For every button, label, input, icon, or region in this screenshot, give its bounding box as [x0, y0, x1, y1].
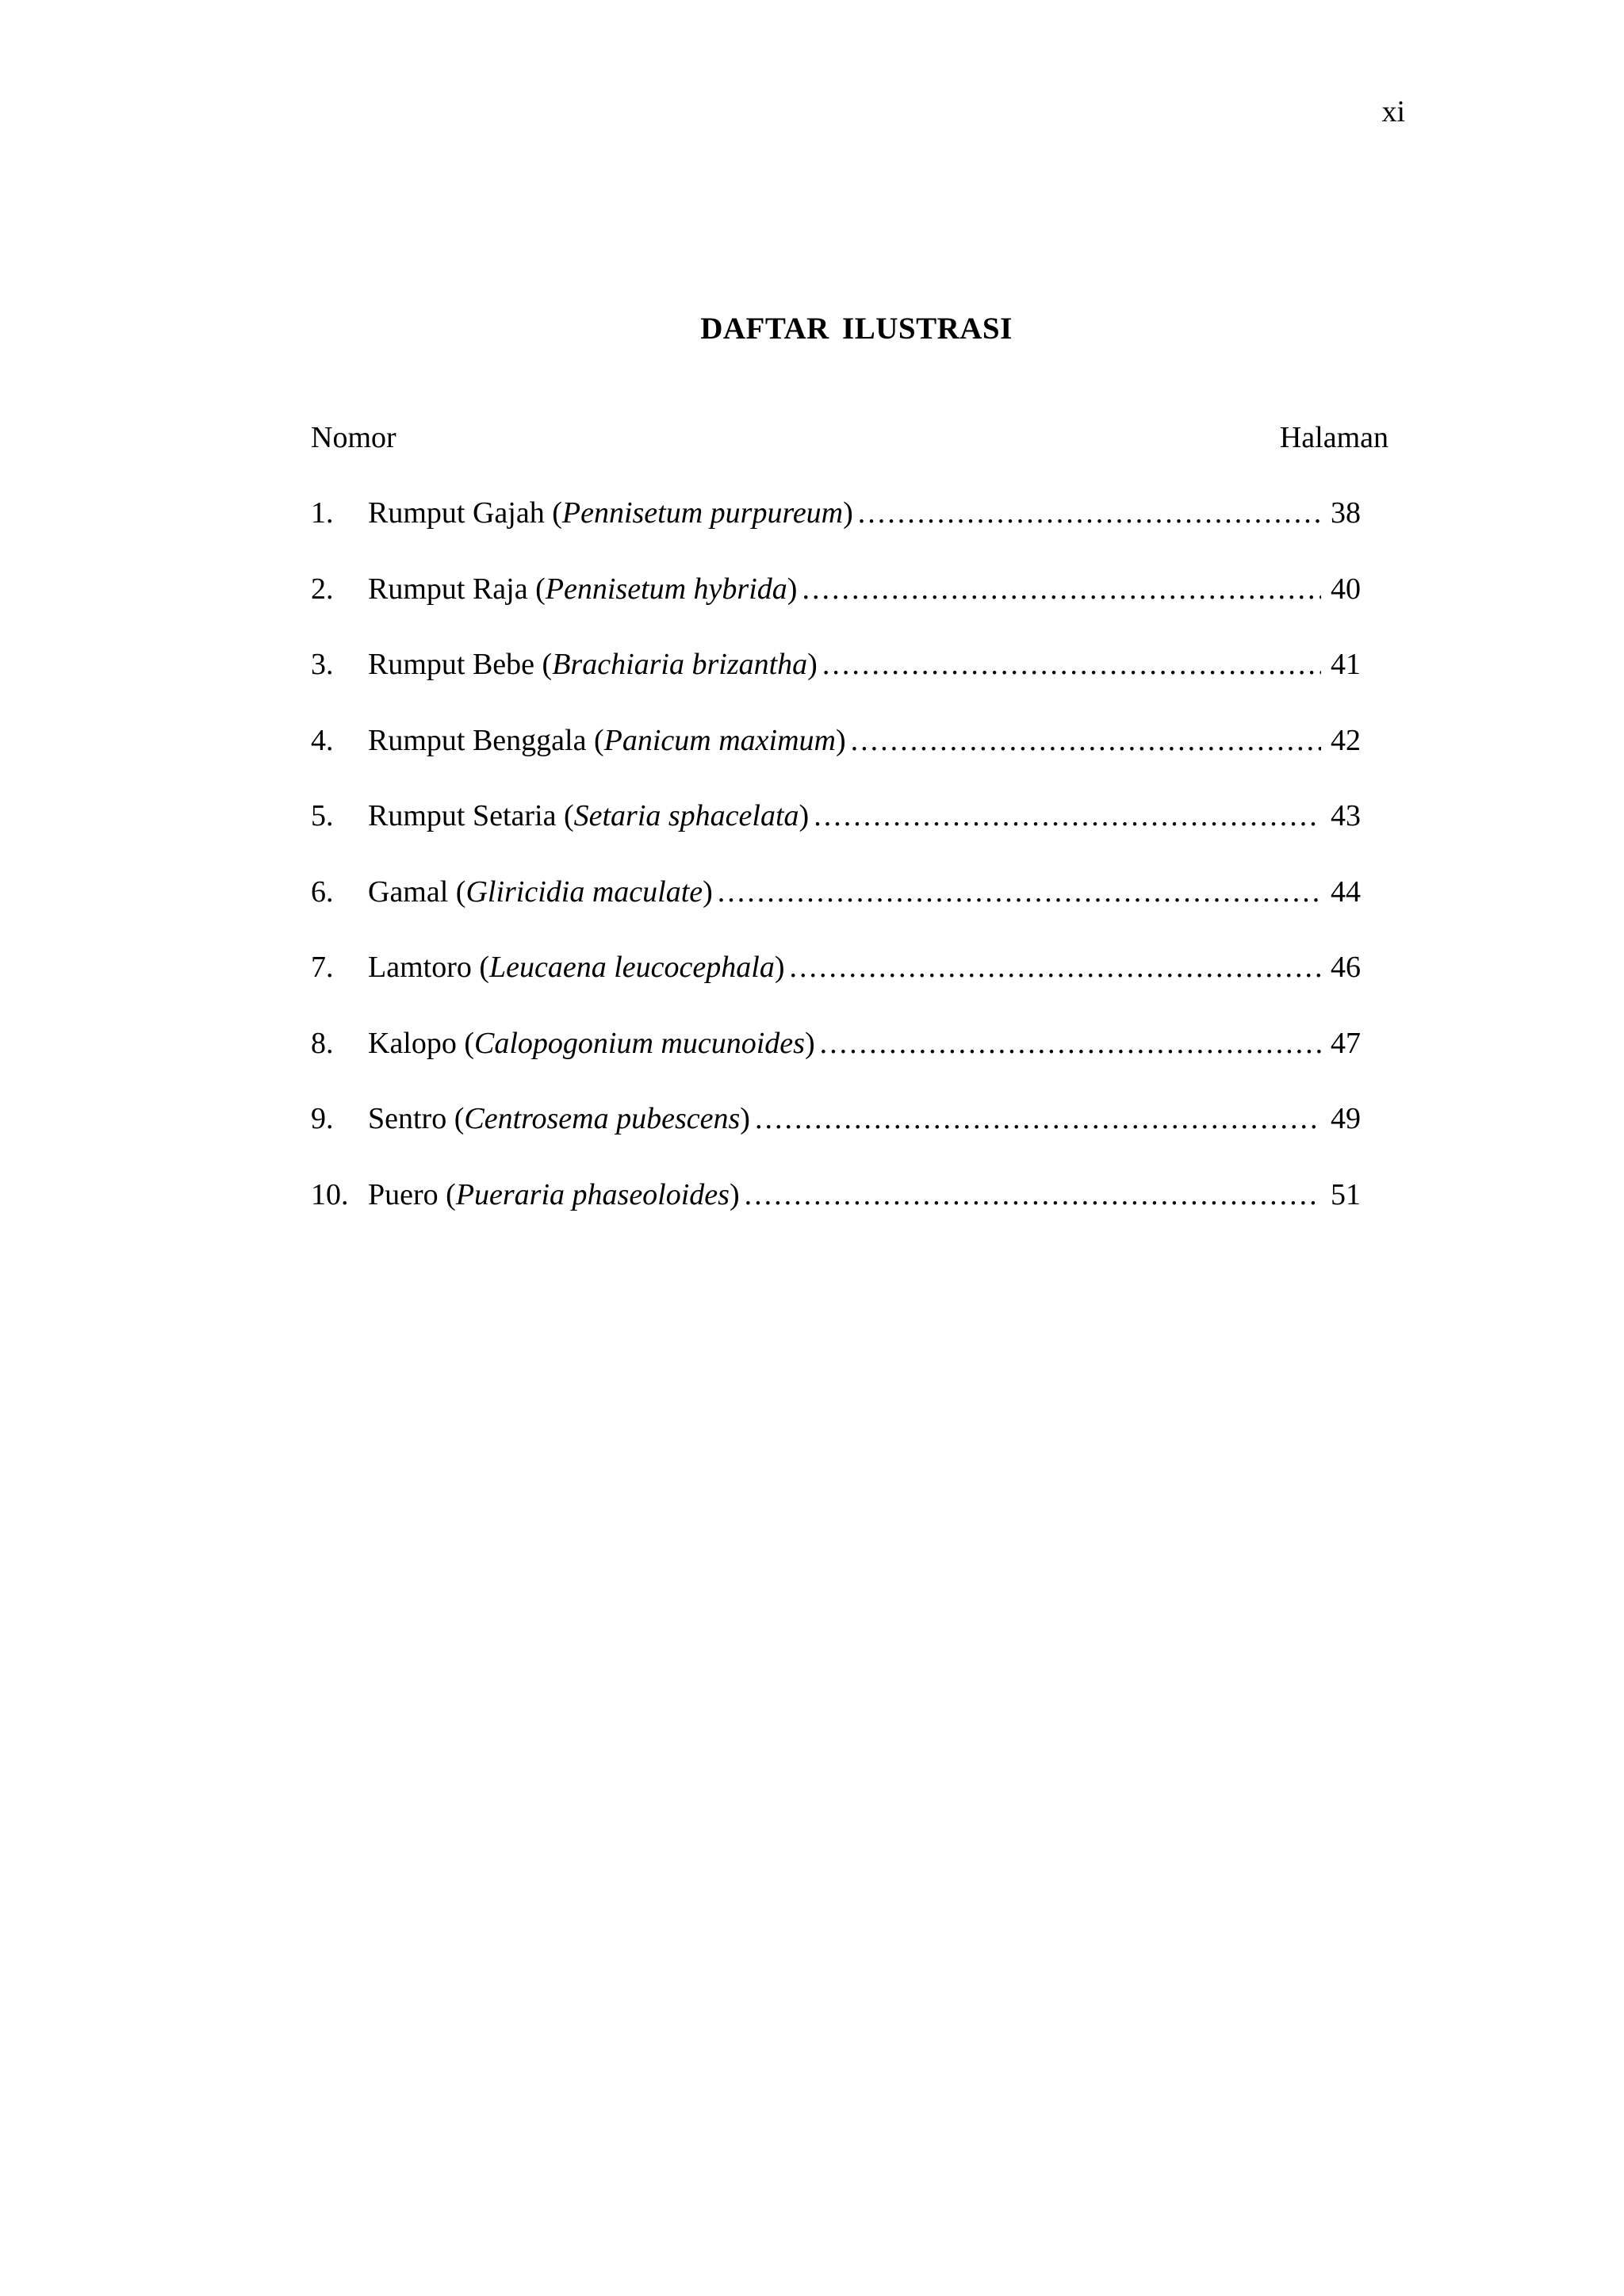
list-item[interactable]	[311, 725, 1361, 802]
list-item[interactable]	[311, 574, 1361, 650]
column-header	[311, 423, 1388, 453]
entry-number: 6.	[311, 874, 334, 909]
entry-common-name: Gamal	[368, 874, 449, 909]
entry-latin-name: Panicum maximum	[603, 723, 836, 757]
dot-leader	[814, 801, 1321, 831]
entry-page: 38	[1331, 496, 1361, 530]
entry-latin-name: Centrosema pubescens	[464, 1102, 741, 1135]
entry-title: Kalopo (Calopogonium mucunoides)	[368, 1026, 815, 1060]
list-item[interactable]	[311, 1177, 1361, 1256]
list-item[interactable]	[311, 498, 1361, 574]
entry-title: Rumput Raja (Pennisetum hybrida)	[368, 572, 798, 606]
dot-leader	[755, 1104, 1321, 1134]
entry-common-name: Rumput Bebe	[368, 648, 535, 681]
dot-leader	[822, 649, 1321, 679]
dot-leader	[718, 877, 1321, 907]
entry-page: 51	[1331, 1177, 1361, 1211]
entry-latin-name: Gliricidia maculate	[465, 874, 703, 909]
list-item[interactable]	[311, 874, 1361, 953]
entry-number: 1.	[311, 496, 334, 530]
entry-number: 10.	[311, 1177, 349, 1211]
entry-common-name: Rumput Benggala	[368, 723, 594, 757]
dot-leader	[820, 1028, 1321, 1058]
entry-title: Rumput Bebe (Brachiaria brizantha)	[368, 648, 818, 681]
entry-number: 4.	[311, 723, 334, 757]
column-header-number: Nomor	[311, 421, 396, 454]
dot-leader	[851, 725, 1321, 756]
dot-leader	[745, 1180, 1321, 1210]
entry-latin-name: Pennisetum purpureum	[561, 496, 844, 530]
entry-title: Rumput Setaria (Setaria sphacelata)	[368, 799, 810, 832]
entry-title: Gamal (Gliricidia maculate)	[368, 874, 713, 909]
entry-number: 7.	[311, 951, 334, 984]
entry-title: Lamtoro (Leucaena leucocephala)	[368, 951, 785, 984]
column-header-page: Halaman	[1279, 421, 1388, 454]
entry-number: 3.	[311, 648, 334, 681]
entry-title: Puero (Pueraria phaseoloides)	[368, 1177, 740, 1211]
entry-number: 9.	[311, 1102, 334, 1135]
page-number: xi	[1381, 95, 1405, 128]
entry-common-name: Lamtoro	[368, 951, 472, 984]
dot-leader	[858, 498, 1321, 528]
entry-common-name: Sentro	[368, 1102, 447, 1135]
entry-number: 2.	[311, 572, 334, 606]
list-item[interactable]	[311, 1104, 1361, 1180]
entry-latin-name: Pueraria phaseoloides	[455, 1177, 730, 1211]
entry-title: Sentro (Centrosema pubescens)	[368, 1102, 750, 1135]
entry-number: 8.	[311, 1026, 334, 1060]
entry-title: Rumput Gajah (Pennisetum purpureum)	[368, 496, 853, 530]
entry-page: 41	[1331, 648, 1361, 681]
list-item[interactable]	[311, 649, 1361, 725]
entry-latin-name: Pennisetum hybrida	[545, 572, 787, 606]
entry-common-name: Rumput Raja	[368, 572, 528, 606]
entry-title: Rumput Benggala (Panicum maximum)	[368, 723, 846, 757]
dot-leader	[789, 952, 1321, 982]
entry-page: 46	[1331, 951, 1361, 984]
list-item[interactable]	[311, 952, 1361, 1028]
entry-latin-name: Calopogonium mucunoides	[474, 1026, 805, 1060]
entry-page: 42	[1331, 723, 1361, 757]
entry-latin-name: Brachiaria brizantha	[552, 648, 808, 681]
list-item[interactable]	[311, 801, 1361, 877]
entry-common-name: Rumput Setaria	[368, 799, 557, 832]
entry-latin-name: Leucaena leucocephala	[489, 951, 775, 984]
entry-number: 5.	[311, 799, 334, 832]
entry-common-name: Puero	[368, 1177, 439, 1211]
page-title: DAFTAR ILUSTRASI	[700, 312, 1013, 346]
illustration-list	[311, 498, 1361, 1255]
dot-leader	[802, 574, 1321, 604]
entry-common-name: Rumput Gajah	[368, 496, 545, 530]
entry-page: 40	[1331, 572, 1361, 606]
entry-common-name: Kalopo	[368, 1026, 457, 1060]
entry-page: 47	[1331, 1026, 1361, 1060]
entry-page: 49	[1331, 1102, 1361, 1135]
entry-page: 43	[1331, 799, 1361, 832]
entry-page: 44	[1331, 874, 1361, 909]
entry-latin-name: Setaria sphacelata	[573, 799, 799, 832]
list-item[interactable]	[311, 1028, 1361, 1104]
